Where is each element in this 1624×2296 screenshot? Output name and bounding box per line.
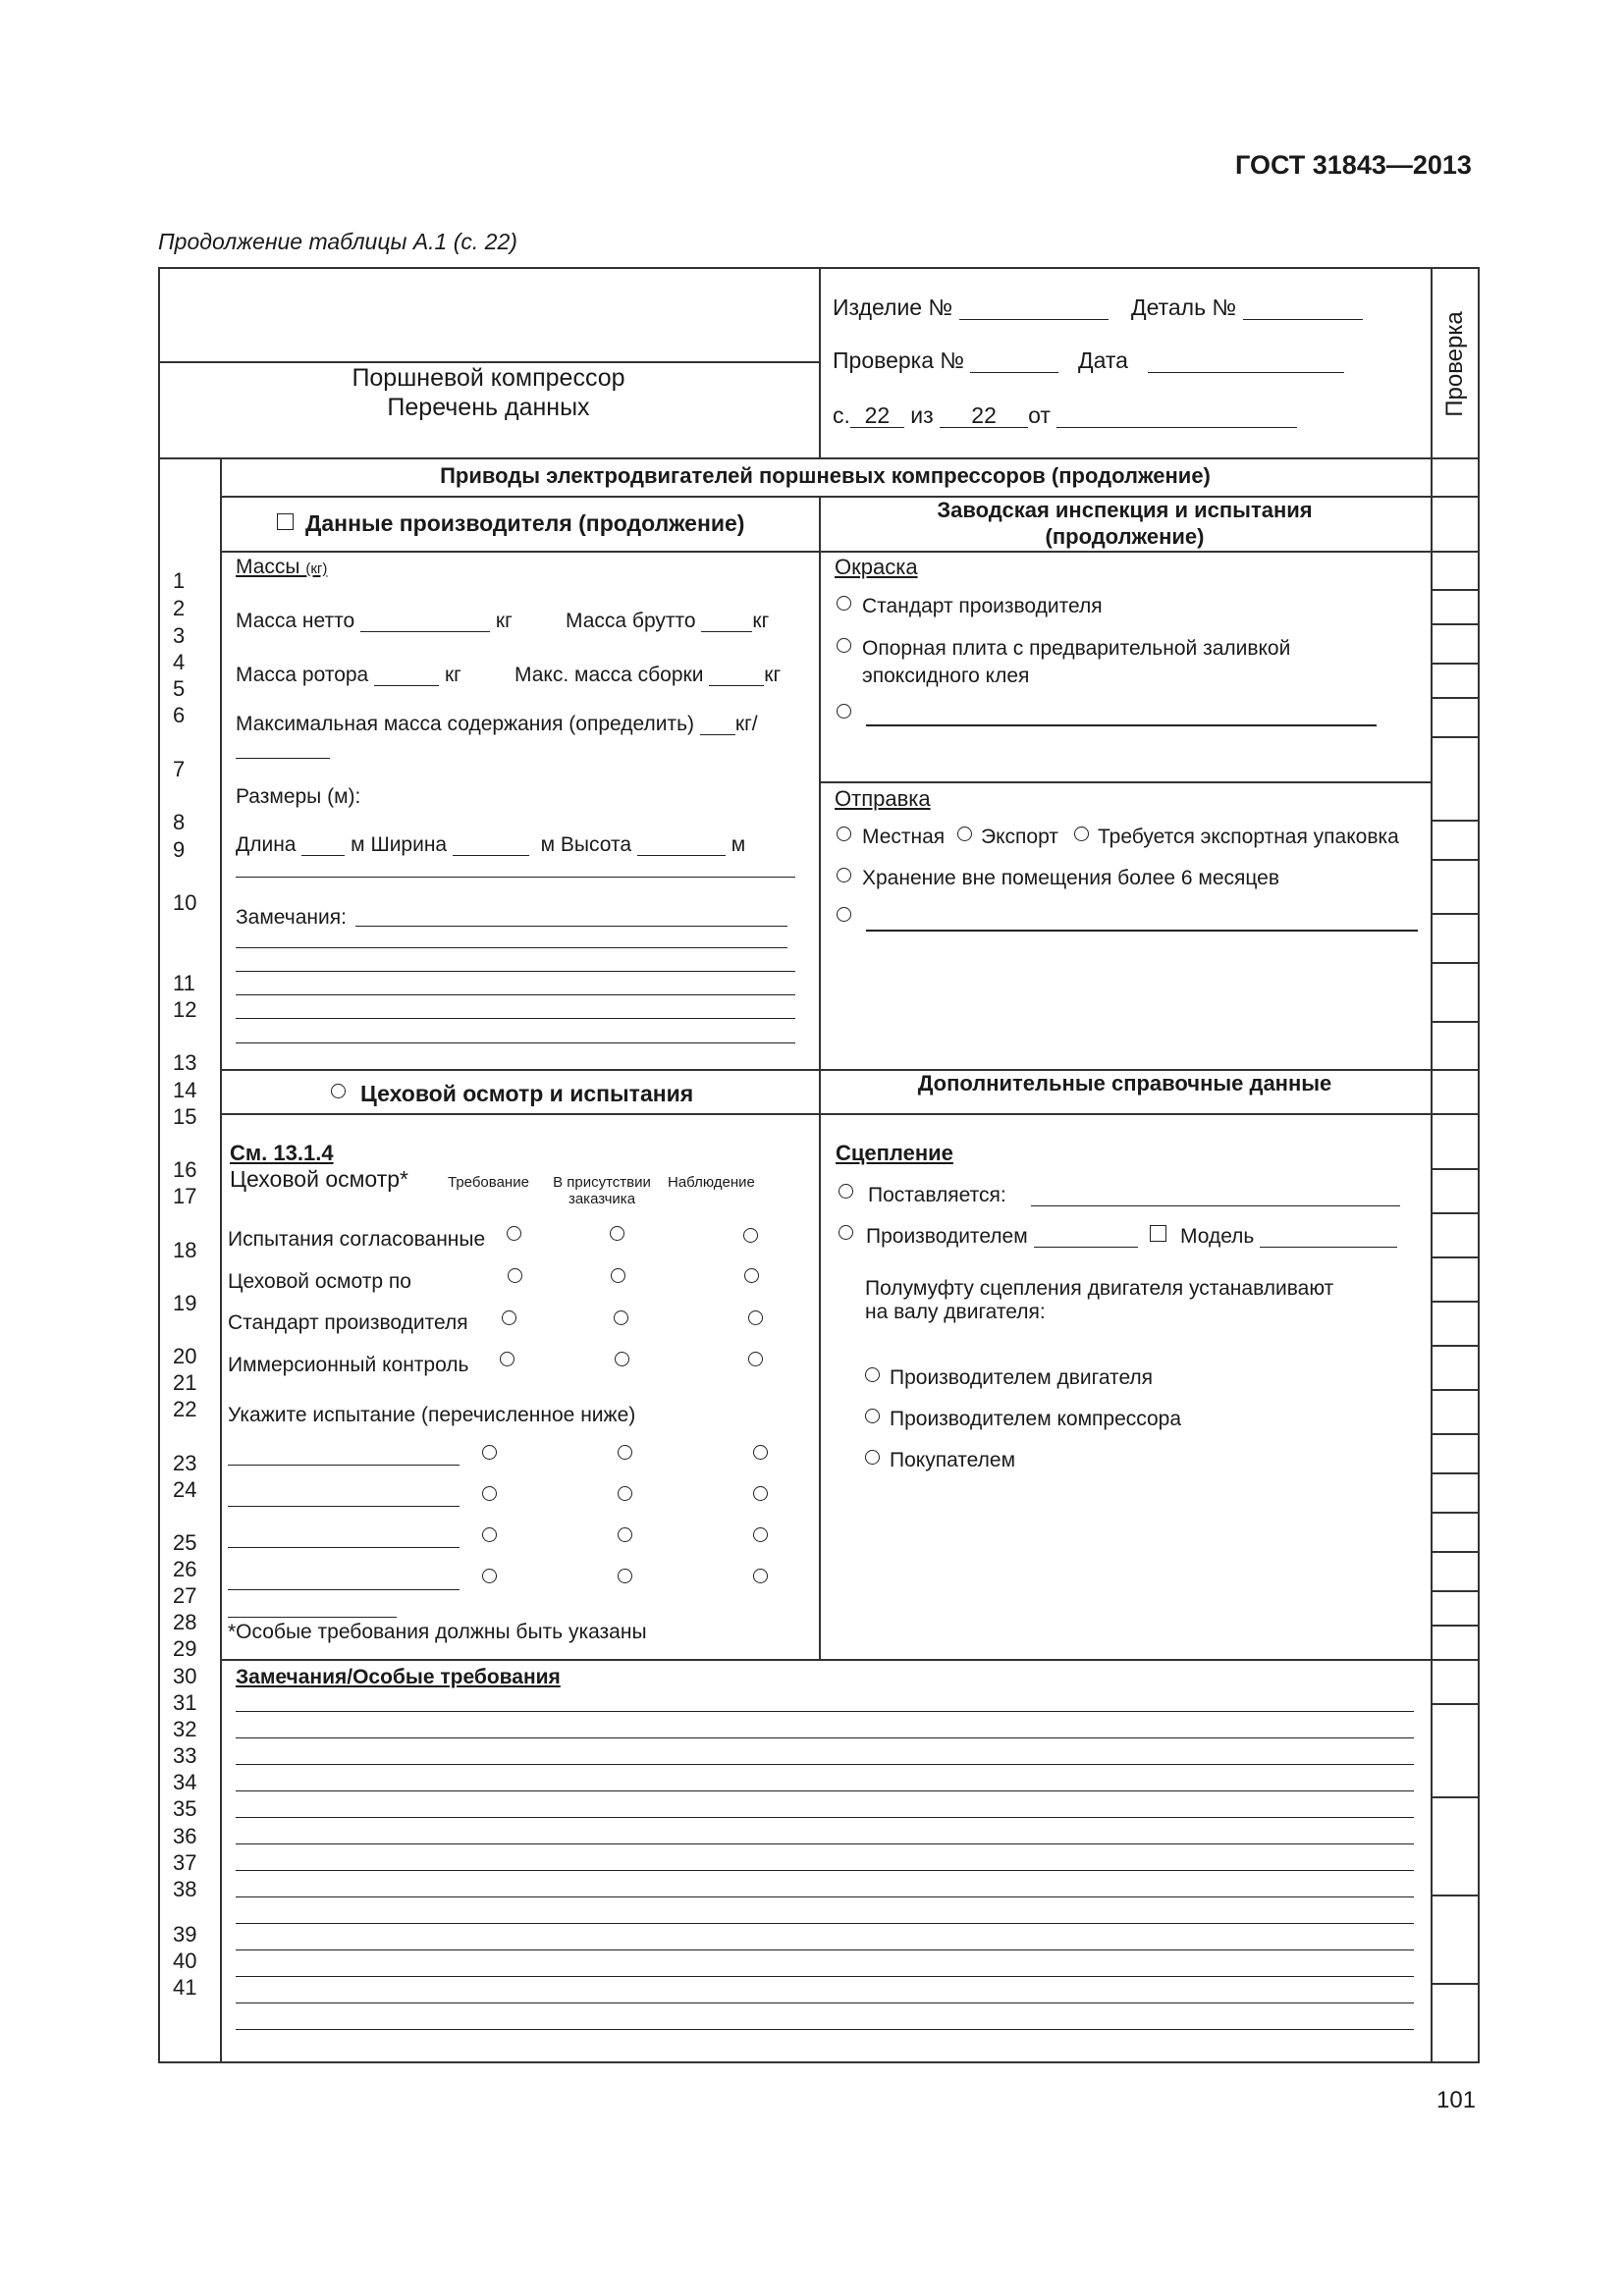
row-number: 10 xyxy=(173,890,197,915)
check-vertical-label: Проверка xyxy=(1441,311,1468,417)
row-number: 14 xyxy=(173,1078,197,1102)
specify-test-label: Укажите испытание (перечисленное ниже) xyxy=(228,1404,636,1426)
row-number: 21 xyxy=(173,1370,197,1395)
row-number: 5 xyxy=(173,676,186,701)
page-number: 101 xyxy=(1436,2087,1477,2113)
item-number-field[interactable]: Изделие № xyxy=(833,296,1109,320)
manufacturer-standard-label: Стандарт производителя xyxy=(228,1311,468,1334)
additional-data-title: Дополнительные справочные данные xyxy=(917,1071,1332,1095)
test-agreed-wit-radio[interactable] xyxy=(610,1226,624,1241)
immersion-req-radio[interactable] xyxy=(500,1352,514,1366)
ship-pack-radio[interactable] xyxy=(1074,827,1089,841)
row-number: 37 xyxy=(173,1850,197,1875)
row-number: 8 xyxy=(173,810,186,834)
row-number: 38 xyxy=(173,1877,197,1901)
row-number: 6 xyxy=(173,703,186,727)
coupling-model-checkbox[interactable] xyxy=(1150,1225,1166,1242)
factory-inspection-title: Заводская инспекция и испытания xyxy=(937,498,1313,522)
row-number: 23 xyxy=(173,1451,197,1475)
row-number: 31 xyxy=(173,1690,197,1715)
mfr-std-wit-radio[interactable] xyxy=(614,1310,628,1325)
custom-test-1-obs-radio[interactable] xyxy=(753,1445,768,1460)
ship-export-radio[interactable] xyxy=(957,827,972,841)
max-assembly-mass-field[interactable]: Макс. масса сборки кг xyxy=(514,664,782,686)
section-title: Приводы электродвигателей поршневых компрессоров (продолжение) xyxy=(440,463,1211,488)
coupling-heading: Сцепление xyxy=(836,1141,953,1165)
coupling-maker-field[interactable]: Производителем xyxy=(866,1226,1138,1248)
col-observe: Наблюдение xyxy=(668,1174,755,1191)
shop-inspection-by-label: Цеховой осмотр по xyxy=(228,1270,411,1293)
remarks-block-title: Замечания/Особые требования xyxy=(236,1666,561,1688)
rotor-mass-field[interactable]: Масса ротора кг xyxy=(236,664,461,686)
standard-code: ГОСТ 31843—2013 xyxy=(1235,150,1472,180)
half-coupling-text: Полумуфту сцепления двигателя устанавливают xyxy=(865,1277,1334,1300)
page-of-field: с. 22 из 22 от xyxy=(833,404,1297,428)
row-number: 3 xyxy=(173,623,186,648)
check-number-field[interactable]: Проверка № xyxy=(833,349,1058,373)
ship-local-label: Местная xyxy=(862,826,946,848)
footnote: *Особые требования должны быть указаны xyxy=(228,1621,647,1643)
coupling-model-field[interactable]: Модель xyxy=(1180,1226,1397,1248)
row-number: 36 xyxy=(173,1824,197,1848)
shop-inspection-label: Цеховой осмотр* xyxy=(230,1166,408,1192)
test-agreed-obs-radio[interactable] xyxy=(743,1228,758,1243)
installer-compressor-radio[interactable] xyxy=(865,1409,880,1423)
paint-other-radio[interactable] xyxy=(837,704,851,719)
manufacturer-data-checkbox[interactable] xyxy=(277,513,294,530)
custom-test-3-obs-radio[interactable] xyxy=(753,1527,768,1542)
row-number: 17 xyxy=(173,1184,197,1208)
row-number: 15 xyxy=(173,1104,197,1129)
detail-number-field[interactable]: Деталь № xyxy=(1131,296,1363,320)
row-number: 1 xyxy=(173,568,186,593)
factory-inspection-subtitle: (продолжение) xyxy=(1045,524,1205,549)
row-number: 35 xyxy=(173,1796,197,1821)
row-number: 18 xyxy=(173,1238,197,1262)
row-number: 27 xyxy=(173,1583,197,1608)
row-number: 33 xyxy=(173,1743,197,1768)
row-number: 7 xyxy=(173,757,186,781)
row-number: 40 xyxy=(173,1949,197,1973)
paint-epoxy-label-2: эпоксидного клея xyxy=(862,665,1030,687)
paint-epoxy-radio[interactable] xyxy=(837,638,851,653)
row-number: 26 xyxy=(173,1557,197,1581)
row-number: 12 xyxy=(173,997,197,1022)
col-witness-2: заказчика xyxy=(568,1191,636,1207)
custom-test-2-wit-radio[interactable] xyxy=(618,1486,632,1501)
mfr-std-obs-radio[interactable] xyxy=(748,1310,763,1325)
dimensions-label: Размеры (м): xyxy=(236,785,361,808)
ship-storage-radio[interactable] xyxy=(837,868,851,882)
col-witness: В присутствии xyxy=(553,1174,651,1191)
net-mass-field[interactable]: Масса нетто кг xyxy=(236,610,513,632)
custom-test-3-wit-radio[interactable] xyxy=(618,1527,632,1542)
remarks-label: Замечания: xyxy=(236,906,347,929)
row-number: 2 xyxy=(173,596,186,620)
shipping-heading: Отправка xyxy=(835,786,931,811)
coupling-supplied-label: Поставляется: xyxy=(868,1184,1006,1206)
ship-export-label: Экспорт xyxy=(981,826,1058,848)
row-number: 9 xyxy=(173,837,186,862)
manufacturer-data-title: Данные производителя (продолжение) xyxy=(305,510,745,536)
coupling-maker-radio[interactable] xyxy=(839,1225,853,1240)
installer-buyer-radio[interactable] xyxy=(865,1450,880,1465)
masses-heading: Массы (кг) xyxy=(236,556,328,578)
gross-mass-field[interactable]: Масса брутто кг xyxy=(566,610,770,632)
row-number: 22 xyxy=(173,1397,197,1421)
reference-link: См. 13.1.4 xyxy=(230,1141,334,1165)
row-number: 25 xyxy=(173,1530,197,1555)
row-number: 28 xyxy=(173,1610,197,1634)
shop-by-wit-radio[interactable] xyxy=(611,1268,625,1283)
paint-heading: Окраска xyxy=(835,555,918,579)
installer-motor-radio[interactable] xyxy=(865,1367,880,1382)
table-caption: Продолжение таблицы А.1 (с. 22) xyxy=(158,229,517,254)
date-field[interactable]: Дата xyxy=(1078,349,1344,373)
shop-inspection-title: Цеховой осмотр и испытания xyxy=(360,1081,694,1106)
ship-other-radio[interactable] xyxy=(837,907,851,922)
paint-standard-radio[interactable] xyxy=(837,596,851,611)
row-number: 11 xyxy=(173,971,195,995)
row-number: 41 xyxy=(173,1975,197,2000)
coupling-supplied-radio[interactable] xyxy=(839,1184,853,1199)
custom-test-2-obs-radio[interactable] xyxy=(753,1486,768,1501)
row-number: 29 xyxy=(173,1636,197,1661)
custom-test-1-req-radio[interactable] xyxy=(482,1445,497,1460)
row-number: 30 xyxy=(173,1664,197,1688)
ship-local-radio[interactable] xyxy=(837,827,851,841)
row-number: 13 xyxy=(173,1050,197,1075)
form-title-line1: Поршневой компрессор xyxy=(352,364,625,392)
installer-motor-label: Производителем двигателя xyxy=(890,1366,1154,1389)
mfr-std-req-radio[interactable] xyxy=(502,1310,516,1325)
paint-epoxy-label: Опорная плита с предварительной заливкой xyxy=(862,637,1291,660)
max-maintenance-mass-field[interactable]: Максимальная масса содержания (определить) кг/ xyxy=(236,713,758,735)
paint-standard-label: Стандарт производителя xyxy=(862,595,1103,617)
row-number: 16 xyxy=(173,1157,197,1182)
immersion-wit-radio[interactable] xyxy=(615,1352,629,1366)
immersion-obs-radio[interactable] xyxy=(748,1352,763,1366)
dimensions-field[interactable]: Длина м Ширина м Высота м xyxy=(236,833,746,856)
custom-test-4-req-radio[interactable] xyxy=(482,1569,497,1583)
row-number: 39 xyxy=(173,1922,197,1947)
custom-test-2-req-radio[interactable] xyxy=(482,1486,497,1501)
immersion-control-label: Иммерсионный контроль xyxy=(228,1354,469,1376)
row-number: 19 xyxy=(173,1291,197,1315)
ship-pack-label: Требуется экспортная упаковка xyxy=(1098,826,1399,848)
row-number: 20 xyxy=(173,1344,197,1368)
half-coupling-text-2: на валу двигателя: xyxy=(865,1301,1046,1323)
shop-by-obs-radio[interactable] xyxy=(744,1268,759,1283)
row-number: 32 xyxy=(173,1717,197,1741)
custom-test-4-obs-radio[interactable] xyxy=(753,1569,768,1583)
custom-test-3-req-radio[interactable] xyxy=(482,1527,497,1542)
ship-storage-label: Хранение вне помещения более 6 месяцев xyxy=(862,867,1279,889)
installer-compressor-label: Производителем компрессора xyxy=(890,1408,1182,1430)
row-number: 34 xyxy=(173,1770,197,1794)
test-agreed-label: Испытания согласованные xyxy=(228,1228,486,1251)
installer-buyer-label: Покупателем xyxy=(890,1449,1016,1471)
col-requirement: Требование xyxy=(448,1174,529,1191)
form-title-line2: Перечень данных xyxy=(387,394,590,421)
row-number: 4 xyxy=(173,650,186,674)
test-agreed-req-radio[interactable] xyxy=(507,1226,521,1241)
custom-test-4-wit-radio[interactable] xyxy=(618,1569,632,1583)
shop-by-req-radio[interactable] xyxy=(508,1268,522,1283)
row-number: 24 xyxy=(173,1477,197,1502)
shop-inspection-radio[interactable] xyxy=(331,1084,346,1098)
custom-test-1-wit-radio[interactable] xyxy=(618,1445,632,1460)
